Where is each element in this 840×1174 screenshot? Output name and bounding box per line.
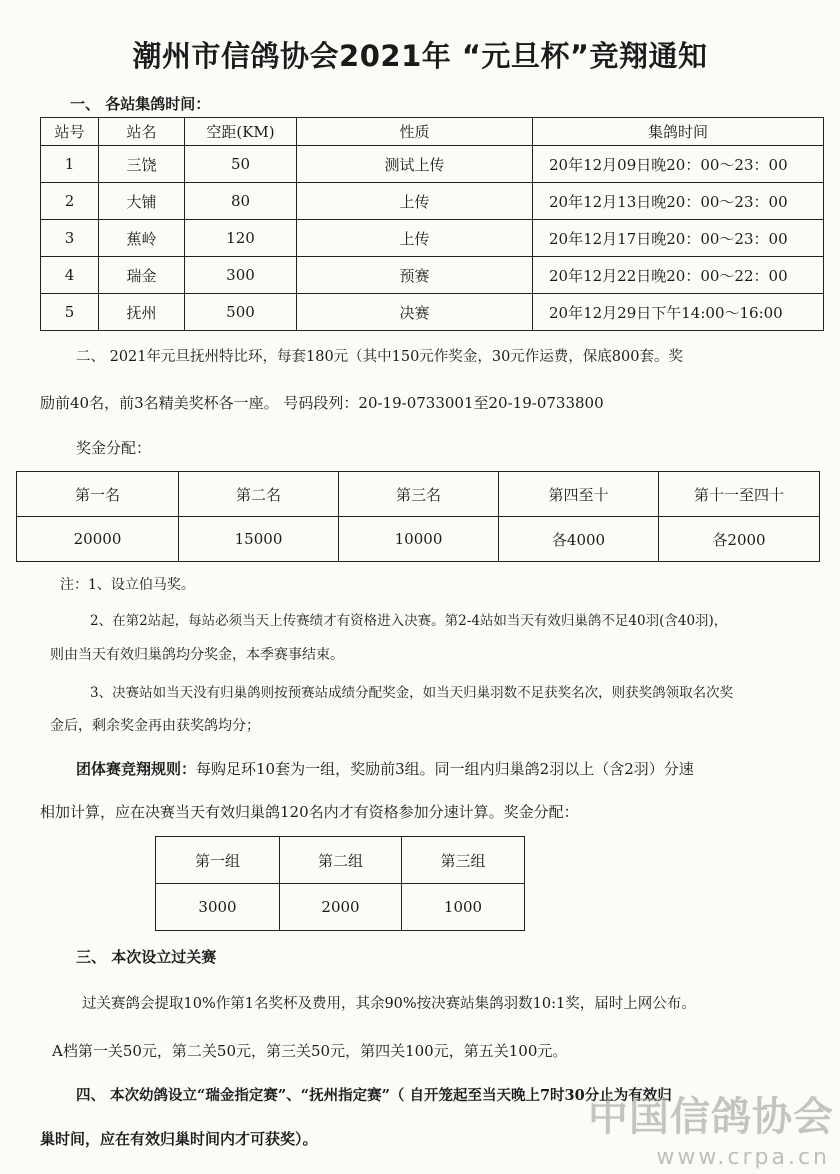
station-distance: 500 — [185, 294, 297, 331]
header-cell: 第二组 — [280, 837, 402, 884]
station-type: 预赛 — [297, 257, 533, 294]
collection-time: 20年12月09日晚20：00～23：00 — [533, 146, 824, 183]
station-schedule-table — [40, 117, 824, 331]
section4-line1: 四、 本次幼鸽设立“瑞金指定赛”、“抚州指定赛”（ 自开笼起至当天晚上7时30分止为有效归 — [76, 1087, 672, 1104]
prize-value: 20000 — [17, 517, 179, 562]
station-name: 抚州 — [99, 294, 185, 331]
section3-line2: A档第一关50元，第二关50元，第三关50元，第四关100元，第五关100元。 — [52, 1042, 568, 1060]
prize-value: 10000 — [339, 517, 499, 562]
collection-time: 20年12月17日晚20：00～23：00 — [533, 220, 824, 257]
header-cell: 第三名 — [339, 472, 499, 517]
collection-time: 20年12月29日下午14:00～16:00 — [533, 294, 824, 331]
station-number: 2 — [41, 183, 99, 220]
table-header-row — [156, 837, 525, 884]
header-cell: 集鸽时间 — [533, 118, 824, 146]
note-1: 注：1、设立伯马奖。 — [60, 577, 195, 593]
team-rules-text: 每购足环10套为一组，奖励前3组。同一组内归巢鸽2羽以上（含2羽）分速 — [196, 760, 694, 778]
prize-value: 各2000 — [659, 517, 820, 562]
station-type: 上传 — [297, 183, 533, 220]
table-row — [156, 884, 525, 931]
table-row — [41, 294, 824, 331]
header-cell: 第一名 — [17, 472, 179, 517]
section2-line2: 励前40名，前3名精美奖杯各一座。 号码段列：20-19-0733001至20-19-0733800 — [40, 394, 604, 412]
station-name: 三饶 — [99, 146, 185, 183]
station-distance: 120 — [185, 220, 297, 257]
header-cell: 第一组 — [156, 837, 280, 884]
station-type: 测试上传 — [297, 146, 533, 183]
table-header-row — [17, 472, 820, 517]
team-rules-line1 — [76, 758, 694, 779]
prize-table — [16, 471, 820, 562]
header-cell: 站号 — [41, 118, 99, 146]
team-rules-label: 团体赛竞翔规则： — [76, 760, 197, 778]
section2-line1: 二、 2021年元旦抚州特比环，每套180元（其中150元作奖金，30元作运费，保底800套。奖 — [76, 349, 683, 365]
station-distance: 300 — [185, 257, 297, 294]
section4-line2: 巢时间，应在有效归巢时间内才可获奖）。 — [40, 1130, 318, 1148]
header-cell: 第十一至四十 — [659, 472, 820, 517]
header-cell: 空距(KM) — [185, 118, 297, 146]
note-2-line1: 2、在第2站起，每站必须当天上传赛绩才有资格进入决赛。第2-4站如当天有效归巢鸽不足40羽(含40羽)， — [90, 613, 728, 629]
table-row — [41, 146, 824, 183]
collection-time: 20年12月13日晚20：00～23：00 — [533, 183, 824, 220]
note-3-line1: 3、决赛站如当天没有归巢鸽则按预赛站成绩分配奖金，如当天归巢羽数不足获奖名次，则获奖鸽领取名次奖 — [90, 685, 734, 701]
team-prize-value: 3000 — [156, 884, 280, 931]
table-row — [41, 257, 824, 294]
station-name: 蕉岭 — [99, 220, 185, 257]
prize-value: 15000 — [179, 517, 339, 562]
header-cell: 第四至十 — [499, 472, 659, 517]
section1-heading: 一、 各站集鸽时间： — [70, 95, 211, 113]
header-cell: 站名 — [99, 118, 185, 146]
team-prize-table — [155, 836, 525, 931]
header-cell: 第三组 — [402, 837, 525, 884]
team-prize-value: 2000 — [280, 884, 402, 931]
collection-time: 20年12月22日晚20：00～22：00 — [533, 257, 824, 294]
team-prize-value: 1000 — [402, 884, 525, 931]
team-rules-line2: 相加计算，应在决赛当天有效归巢鸽120名内才有资格参加分速计算。奖金分配： — [40, 803, 579, 821]
station-number: 5 — [41, 294, 99, 331]
section3-line1: 过关赛鸽会提取10%作第1名奖杯及费用，其余90%按决赛站集鸽羽数10:1奖，届时上网公布。 — [82, 996, 696, 1012]
station-name: 瑞金 — [99, 257, 185, 294]
section3-heading: 三、 本次设立过关赛 — [76, 948, 217, 966]
station-distance: 80 — [185, 183, 297, 220]
station-name: 大铺 — [99, 183, 185, 220]
note-2-line2: 则由当天有效归巢鸽均分奖金，本季赛事结束。 — [50, 647, 344, 663]
note-3-line2: 金后，剩余奖金再由获奖鸽均分； — [50, 718, 260, 734]
station-distance: 50 — [185, 146, 297, 183]
watermark-url: www.crpa.cn — [656, 1145, 830, 1170]
header-cell: 性质 — [297, 118, 533, 146]
page-title: 潮州市信鸽协会2021年 “元旦杯”竞翔通知 — [132, 39, 708, 73]
prize-value: 各4000 — [499, 517, 659, 562]
station-number: 1 — [41, 146, 99, 183]
table-row — [41, 183, 824, 220]
header-cell: 第二名 — [179, 472, 339, 517]
table-row — [41, 220, 824, 257]
station-type: 上传 — [297, 220, 533, 257]
watermark-logo-text: 中国信鸽协会 — [588, 1094, 834, 1140]
table-row — [17, 517, 820, 562]
station-type: 决赛 — [297, 294, 533, 331]
table-header-row — [41, 118, 824, 146]
station-number: 4 — [41, 257, 99, 294]
prize-heading: 奖金分配： — [76, 439, 152, 457]
station-number: 3 — [41, 220, 99, 257]
